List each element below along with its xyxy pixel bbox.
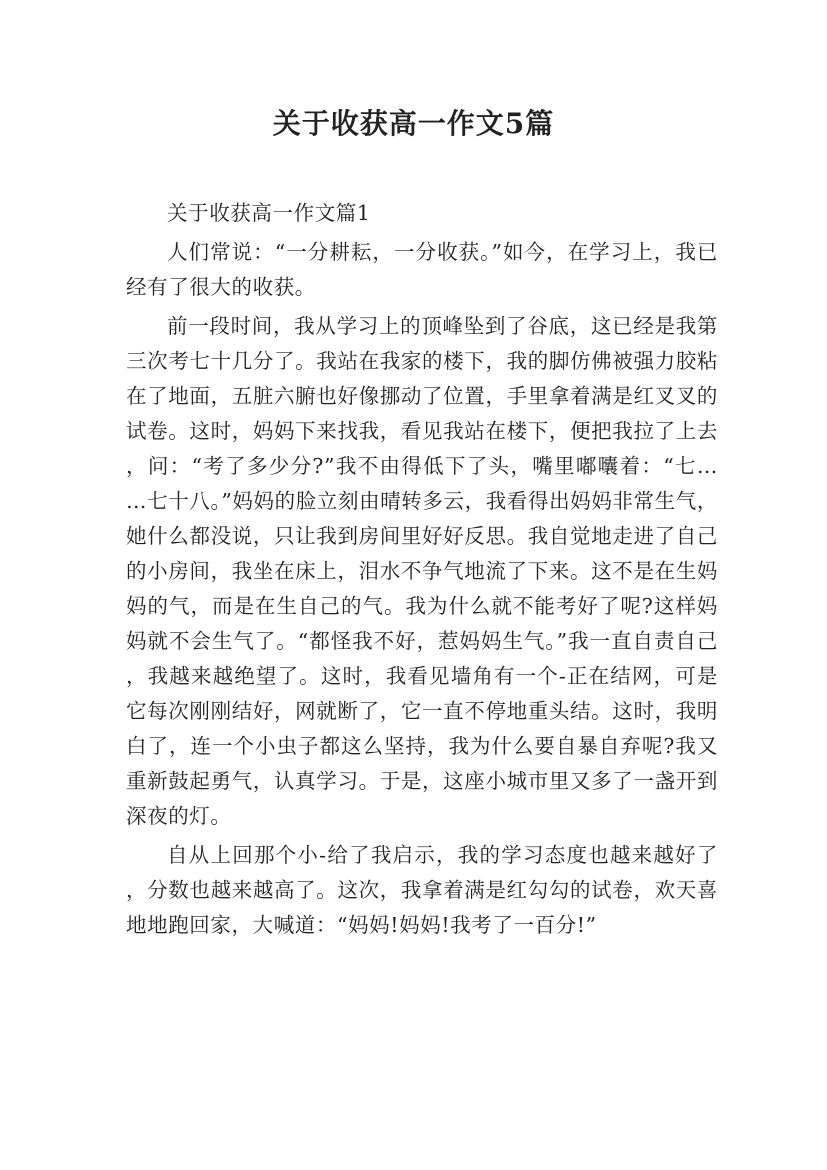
- section-heading: 关于收获高一作文篇1: [167, 201, 371, 225]
- document-title: 关于收获高一作文5篇: [272, 107, 555, 140]
- paragraph-story: 前一段时间，我从学习上的顶峰坠到了谷底，这已经是我第三次考七十几分了。我站在我家的楼下，我的脚仿佛被强力胶粘在了地面，五脏六腑也好像挪动了位置，手里拿着满是红叉叉的试卷。这时，妈妈下来找我，看见我站在楼下，便把我拉了上去，问：“考了多少分?”我不由得低下了头，嘴里嘟囔着：“七……七十八。”妈妈的脸立刻由晴转多云，我看得出妈妈非常生气，她什么都没说，只让我到房间里好好反思。我自觉地走进了自己的小房间，我坐在床上，泪水不争气地流了下来。这不是在生妈妈的气，而是在生自己的气。我为什么就不能考好了呢?这样妈妈就不会生气了。“都怪我不好，惹妈妈生气。”我一直自责自己，我越来越绝望了。这时，我看见墙角有一个-正在结网，可是它每次刚刚结好，网就断了，它一直不停地重头结。这时，我明白了，连一个小虫子都这么坚持，我为什么要自暴自弃呢?我又重新鼓起勇气，认真学习。于是，这座小城市里又多了一盏开到深夜的灯。: [126, 314, 718, 828]
- paragraph-conclusion: 自从上回那个小-给了我启示，我的学习态度也越来越好了，分数也越来越高了。这次，我拿着满是红勾勾的试卷，欢天喜地地跑回家，大喊道：“妈妈!妈妈!我考了一百分!”: [126, 843, 718, 937]
- paragraph-intro: 人们常说：“一分耕耘，一分收获。”如今，在学习上，我已经有了很大的收获。: [126, 240, 718, 299]
- document-body: [126, 196, 718, 943]
